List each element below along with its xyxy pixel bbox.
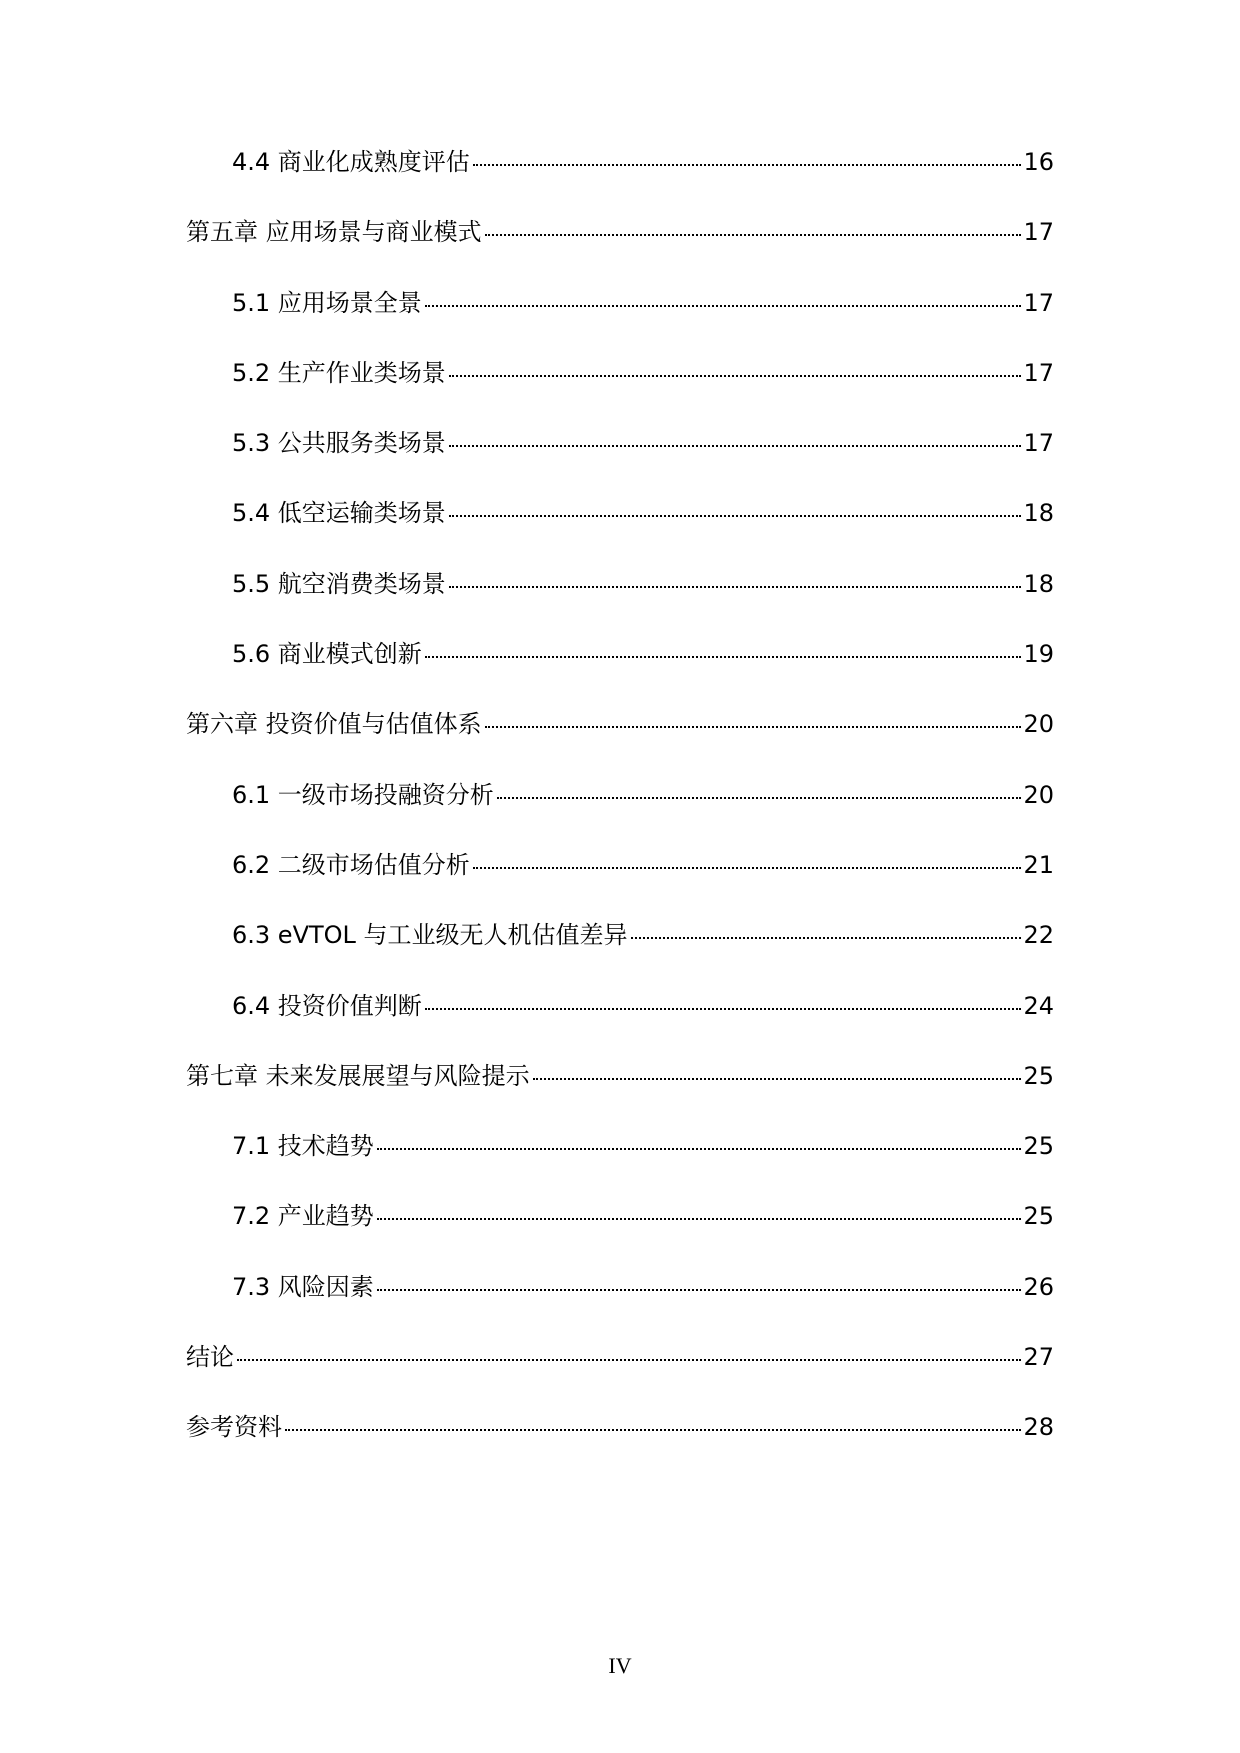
toc-entry-title: 6.3 eVTOL 与工业级无人机估值差异 <box>232 921 628 950</box>
toc-dot-leader <box>485 726 1022 728</box>
toc-dot-leader <box>473 867 1022 869</box>
toc-dot-leader <box>449 445 1022 447</box>
toc-entry-page: 18 <box>1023 499 1054 528</box>
toc-entry-page: 19 <box>1023 640 1054 669</box>
table-of-contents <box>186 145 1054 1481</box>
toc-dot-leader <box>377 1289 1022 1291</box>
toc-entry-page: 16 <box>1023 148 1054 176</box>
toc-dot-leader <box>425 656 1022 658</box>
page-number: IV <box>608 1653 632 1678</box>
toc-entry-title: 7.1 技术趋势 <box>232 1132 374 1161</box>
toc-entry-page: 24 <box>1023 991 1054 1020</box>
toc-dot-leader <box>425 1008 1022 1010</box>
toc-dot-leader <box>449 515 1022 517</box>
toc-entry[interactable] <box>186 778 1054 848</box>
toc-entry[interactable] <box>186 1059 1054 1129</box>
toc-entry[interactable] <box>186 286 1054 356</box>
toc-entry-title: 5.5 航空消费类场景 <box>232 569 446 598</box>
toc-entry-title: 5.6 商业模式创新 <box>232 640 422 669</box>
toc-entry[interactable] <box>186 989 1054 1059</box>
toc-entry[interactable] <box>186 1270 1054 1340</box>
toc-entry-page: 26 <box>1023 1272 1054 1301</box>
toc-dot-leader <box>449 375 1022 377</box>
toc-dot-leader <box>631 937 1022 939</box>
toc-entry-title: 参考资料 <box>186 1413 282 1442</box>
toc-entry-page: 17 <box>1023 288 1054 317</box>
toc-entry[interactable] <box>186 1199 1054 1269</box>
toc-entry[interactable] <box>186 145 1054 215</box>
toc-entry-page: 28 <box>1023 1413 1054 1442</box>
toc-entry[interactable] <box>186 1129 1054 1199</box>
toc-entry-title: 6.4 投资价值判断 <box>232 991 422 1020</box>
toc-entry-title: 第五章 应用场景与商业模式 <box>186 218 482 247</box>
toc-entry[interactable] <box>186 1340 1054 1410</box>
toc-entry-page: 18 <box>1023 569 1054 598</box>
toc-entry-page: 25 <box>1023 1061 1054 1090</box>
toc-entry[interactable] <box>186 707 1054 777</box>
toc-entry-page: 20 <box>1023 710 1054 739</box>
toc-entry-title: 7.2 产业趋势 <box>232 1202 374 1231</box>
toc-entry[interactable] <box>186 848 1054 918</box>
toc-dot-leader <box>533 1078 1022 1080</box>
toc-entry-title: 5.2 生产作业类场景 <box>232 358 446 387</box>
toc-entry[interactable] <box>186 356 1054 426</box>
toc-dot-leader <box>497 797 1022 799</box>
toc-dot-leader <box>377 1218 1022 1220</box>
toc-entry-title: 6.1 一级市场投融资分析 <box>232 780 494 809</box>
toc-entry[interactable] <box>186 426 1054 496</box>
toc-entry-title: 6.2 二级市场估值分析 <box>232 850 470 879</box>
toc-entry-title: 结论 <box>186 1343 234 1372</box>
toc-entry-page: 25 <box>1023 1202 1054 1231</box>
toc-entry[interactable] <box>186 1410 1054 1480</box>
toc-entry[interactable] <box>186 637 1054 707</box>
toc-entry-page: 17 <box>1023 218 1054 247</box>
toc-dot-leader <box>485 234 1022 236</box>
toc-entry-title: 5.4 低空运输类场景 <box>232 499 446 528</box>
toc-entry[interactable] <box>186 567 1054 637</box>
toc-dot-leader <box>377 1148 1022 1150</box>
toc-entry-page: 27 <box>1023 1343 1054 1372</box>
toc-entry-page: 17 <box>1023 358 1054 387</box>
toc-dot-leader <box>473 164 1022 166</box>
toc-entry-title: 5.3 公共服务类场景 <box>232 429 446 458</box>
toc-entry-page: 20 <box>1023 780 1054 809</box>
toc-entry-title: 5.1 应用场景全景 <box>232 288 422 317</box>
toc-entry-page: 22 <box>1023 921 1054 950</box>
toc-entry-title: 第七章 未来发展展望与风险提示 <box>186 1061 530 1090</box>
toc-entry-title: 第六章 投资价值与估值体系 <box>186 710 482 739</box>
toc-dot-leader <box>425 305 1022 307</box>
toc-entry-page: 21 <box>1023 850 1054 879</box>
toc-dot-leader <box>285 1429 1021 1431</box>
toc-entry[interactable] <box>186 215 1054 285</box>
toc-entry-title: 4.4 商业化成熟度评估 <box>232 148 470 176</box>
toc-dot-leader <box>237 1359 1021 1361</box>
toc-dot-leader <box>449 586 1022 588</box>
toc-entry-page: 25 <box>1023 1132 1054 1161</box>
toc-entry-page: 17 <box>1023 429 1054 458</box>
toc-entry[interactable] <box>186 496 1054 566</box>
toc-entry[interactable] <box>186 918 1054 988</box>
toc-entry-title: 7.3 风险因素 <box>232 1272 374 1301</box>
